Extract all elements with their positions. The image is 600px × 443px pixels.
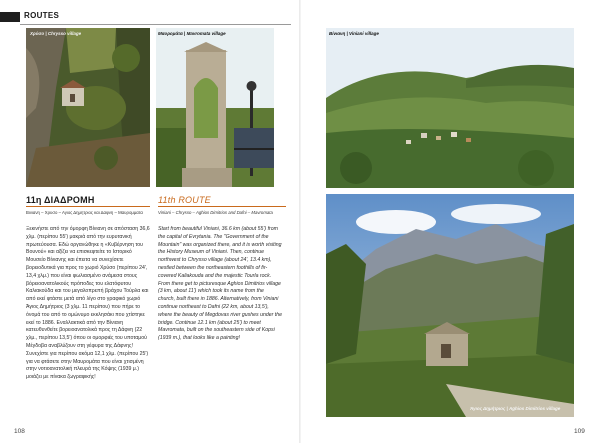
page-number-right: 109 [574,428,585,435]
section-label: ROUTES [24,11,60,20]
route-body-greek: Ξεκινήστε από την όμορφη Βίνιανη σε απόσταση 36,6 χλμ. (περίπου 55') μακριά από την ευρυτανική πρωτεύουσα. Εδώ οργανώθηκε η «Κυβέρνηση του Βουνού» και αξίζει να επισκεφτείτε το Ιστορικό Μουσείο Βίνιανης και έπειτα να συνεχίσετε βορειοδυτικά για προς το χωριό Χρύσο (περίπου 24', 13,4 χλμ.) που είναι φωλιασμένο ανάμεσα στους βόρειοανατολικούς πρόποδες του ελατόφυτου Καλιακούδα και του μεγαλοπρεπή βράχου Τούρλα και από εκεί φτάστε μετά από λίγο στο γραφικό χωριό Άγιος Δημήτριος (3 χλμ. 11 περίπου) που πήρε το όνομά του από το ομώνυμο εκκλησάκι που χτίστηκε εκεί το 1886. Εναλλακτικά από την Βίνιανη κατευθυνθείτε βορειοανατολικά προς τη Δάφνη (22 χλμ., περίπου 13,5') όπου οι ομορφιές του υποταμού Μέγδοβα αναβλύζουν στη γέφυρα της Δάφνης! Συνεχίστε για περίπου ακόμα 12,1 χλμ. (περίπου 25') για να φτάσετε στην Μαυρομάτα που είναι χτισμένη στην νοτιοανατολική πλευρά της Κόψης (1939 μ.) μοιάζει με πίνακα ζωγραφικής! [26,226,150,381]
route-subtitle-greek: Βινιανη – Χρυσο – Αγιος Δημητριος και Δαφνη – Μαυρομματα [26,210,143,215]
caption-viniani: Βίνιανη | Viniani village [329,31,379,36]
caption-agios: Άγιος Δημήτριος | Aghios Dimitrios village [470,406,561,411]
photo-chrysso [26,28,150,187]
title-rule-english [158,206,286,207]
photo-mavromata [156,28,274,187]
header-rule [20,24,291,25]
route-title-english: 11th ROUTE [158,195,211,205]
section-marker [0,12,20,22]
agios-image [326,194,574,417]
page-number-left: 108 [14,428,25,435]
caption-chrysso: Χρύσο | Chrysso village [30,31,82,36]
chrysso-image [26,28,150,187]
route-subtitle-english: Viniani – Chrysso – Aghios Dimitrios and Dafni – Mavromata [158,210,273,215]
page-gutter [299,0,301,443]
viniani-image [326,28,574,188]
route-title-greek: 11η ΔΙΑΔΡΟΜΗ [26,195,95,205]
photo-viniani [326,28,574,188]
title-rule-greek [26,206,150,207]
caption-mavromata: Μαυρομάτα | Mavromata village [158,31,226,36]
route-body-english: Start from beautiful Viniani, 36.6 km (about 55') from the capital of Evrytania. The "Government of the Mountain" was organized there, and it is worth visiting the History Museum of Viniani. Then, continue northwest to Chrysso village (about 24', 13.4 km), nestled between the northeastern foothills of fir-covered Kaliakouda and the majestic Tourla rock. From there get to picturesque Aghios Dimitrios village (3 km, about 11') which took its name from the church, built there in 1886. Alternatively, from Viniani continue northeast to Dafni (22 km, about 13,5'), where the beauty of Megdovas river gushes under the bridge. Continue 12.1 km (about 25') to meet Mavromata, built on the southeastern side of Kopsi (1939 m.), that looks like a painting! [158,226,282,342]
photo-agios [326,194,574,417]
mavromata-image [156,28,274,187]
